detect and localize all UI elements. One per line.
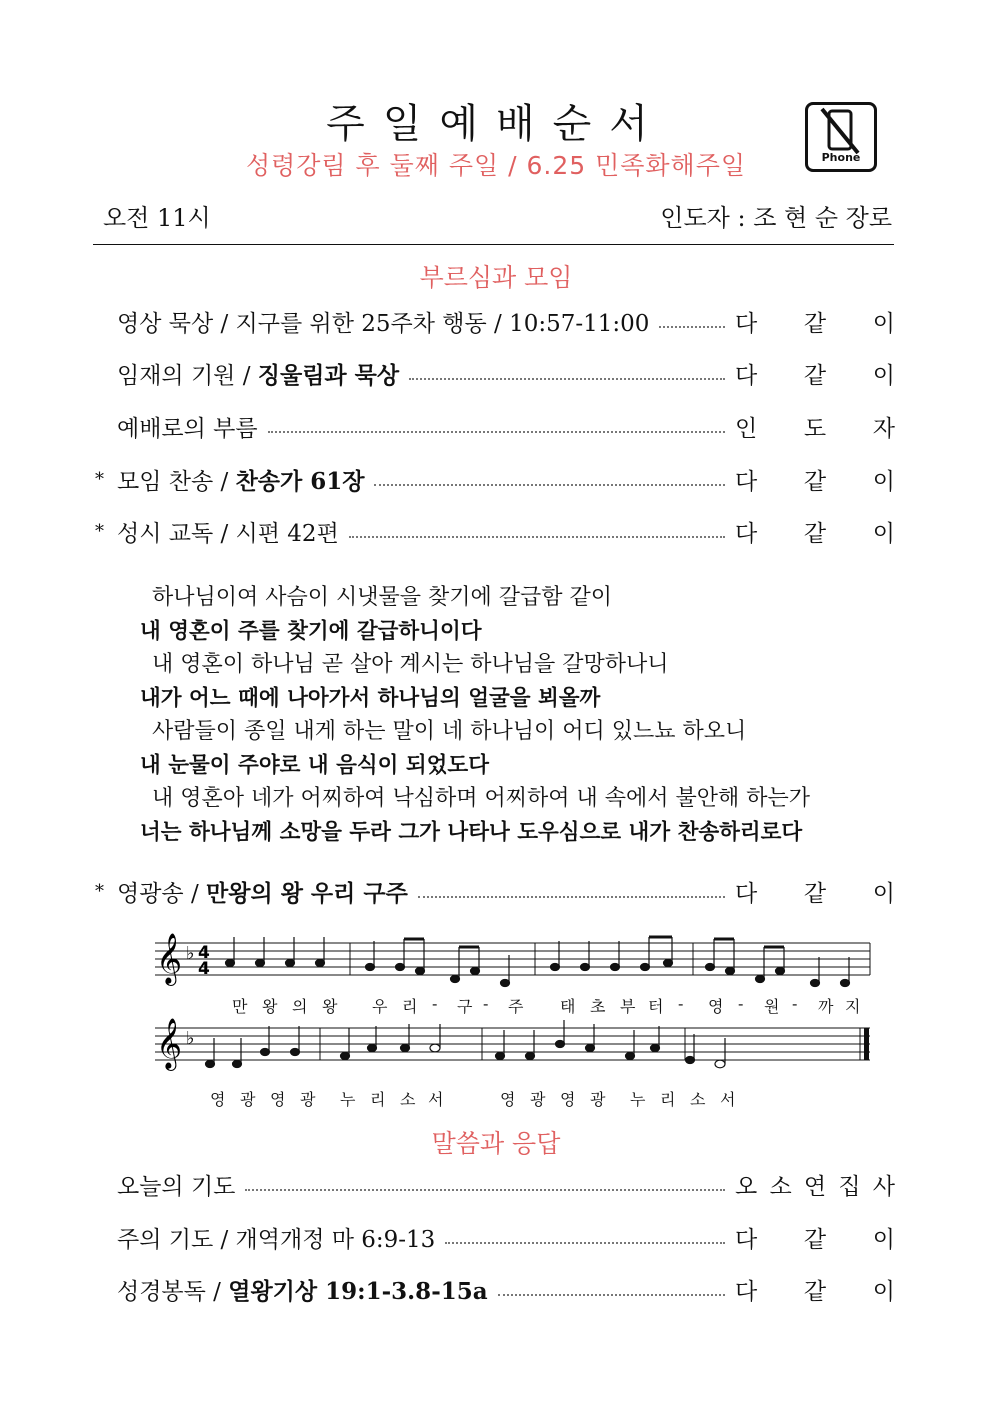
- dot-leader: [498, 1294, 725, 1296]
- lyric-syllable: 왕: [262, 997, 278, 1016]
- lyric-syllable: 소: [690, 1090, 706, 1109]
- order-label: 임재의 기원 /: [117, 362, 258, 389]
- lyric-syllable: 만: [232, 997, 248, 1016]
- order-label: 영상 묵상 / 지구를 위한 25주차 행동 / 10:57-11:00: [117, 310, 650, 337]
- order-row: [95, 409, 895, 443]
- order-participant: 다 같 이: [735, 1226, 895, 1253]
- treble-clef-icon: 𝄞: [156, 933, 183, 984]
- lyric-syllable: 터: [648, 997, 664, 1016]
- standing-mark: *: [95, 520, 104, 542]
- page-title: 주일예배순서: [326, 101, 666, 147]
- lyric-syllable: -: [678, 994, 684, 1013]
- psalm-line-leader: 내 영혼아 네가 어찌하여 낙심하며 어찌하여 내 속에서 불안해 하는가: [152, 786, 810, 811]
- dot-leader: [418, 896, 725, 898]
- lyric-syllable: 초: [590, 997, 606, 1016]
- lyric-syllable: -: [738, 994, 744, 1013]
- lyric-syllable: 영: [500, 1090, 516, 1109]
- lyric-syllable: 지: [845, 997, 861, 1016]
- order-label: 오늘의 기도: [117, 1173, 236, 1200]
- flat-sign-icon: ♭: [186, 943, 195, 964]
- lyric-syllable: -: [792, 994, 798, 1013]
- order-label: 성경봉독 /: [117, 1278, 229, 1305]
- page-subtitle: 성령강림 후 둘째 주일 / 6.25 민족화해주일: [245, 151, 747, 180]
- lyric-syllable: 리: [660, 1090, 676, 1109]
- psalm-line-leader: 내 영혼이 하나님 곧 살아 계시는 하나님을 갈망하나니: [152, 652, 669, 677]
- lyric-syllable: 태: [560, 997, 576, 1016]
- time-signature-top: 4: [198, 943, 210, 963]
- lyric-syllable: 광: [590, 1090, 606, 1109]
- no-phone-icon: [805, 102, 877, 172]
- order-row: [95, 514, 895, 548]
- lyric-syllable: 서: [428, 1090, 444, 1109]
- order-label: 모임 찬송 /: [117, 468, 236, 495]
- lyric-syllable: -: [432, 994, 438, 1013]
- lyric-syllable: 누: [630, 1090, 646, 1109]
- dot-leader: [409, 378, 725, 380]
- lyric-syllable: 의: [292, 997, 308, 1016]
- lyric-syllable: 왕: [322, 997, 338, 1016]
- psalm-line-people: 내 영혼이 주를 찾기에 갈급하니이다: [140, 619, 482, 644]
- order-row: [95, 1272, 895, 1306]
- dot-leader: [659, 326, 725, 328]
- lyrics-line-2: [0, 1087, 992, 1109]
- header-divider: [93, 244, 894, 245]
- standing-mark: *: [95, 880, 104, 902]
- order-row: [95, 356, 895, 390]
- order-participant: 인 도 자: [735, 415, 895, 442]
- dot-leader: [245, 1189, 725, 1191]
- psalm-line-leader: 사람들이 종일 내게 하는 말이 네 하나님이 어디 있느뇨 하오니: [152, 719, 747, 744]
- lyric-syllable: 원: [764, 997, 780, 1016]
- psalm-line-people: 너는 하나님께 소망을 두라 그가 나타나 도우심으로 내가 찬송하리로다: [140, 820, 803, 845]
- flat-sign-icon: ♭: [186, 1028, 195, 1049]
- order-label: 성시 교독 / 시편 42편: [117, 520, 339, 547]
- lyric-syllable: 까: [818, 997, 834, 1016]
- order-participant: 다 같 이: [735, 362, 895, 389]
- dot-leader: [374, 484, 725, 486]
- section-gathering-title: 부르심과 모임: [419, 263, 573, 292]
- order-participant: 다 같 이: [735, 468, 895, 495]
- order-participant: 다 같 이: [735, 1278, 895, 1305]
- lyric-syllable: 영: [270, 1090, 286, 1109]
- lyric-syllable: -: [483, 994, 489, 1013]
- time-signature-bottom: 4: [198, 959, 210, 979]
- lyric-syllable: 서: [720, 1090, 736, 1109]
- lyric-syllable: 리: [402, 997, 418, 1016]
- lyric-syllable: 주: [508, 997, 524, 1016]
- notes-line-1: [226, 937, 850, 987]
- lyric-syllable: 리: [370, 1090, 386, 1109]
- order-row-gloria: [95, 874, 895, 908]
- standing-mark: *: [95, 468, 104, 490]
- order-participant: 다 같 이: [735, 880, 895, 907]
- order-label: 영광송 /: [117, 880, 207, 907]
- lyric-syllable: 영: [708, 997, 724, 1016]
- lyric-syllable: 소: [400, 1090, 416, 1109]
- dot-leader: [445, 1242, 725, 1244]
- lyric-syllable: 영: [210, 1090, 226, 1109]
- lyric-syllable: 광: [530, 1090, 546, 1109]
- order-label-bold: 열왕기상 19:1-3.8-15a: [228, 1277, 488, 1305]
- dot-leader: [349, 536, 725, 538]
- dot-leader: [268, 431, 725, 433]
- order-row: [95, 1167, 895, 1201]
- lyric-syllable: 영: [560, 1090, 576, 1109]
- order-row: [95, 462, 895, 496]
- order-participant: 다 같 이: [735, 520, 895, 547]
- lyric-syllable: 누: [340, 1090, 356, 1109]
- psalm-line-leader: 하나님이여 사슴이 시냇물을 찾기에 갈급함 같이: [152, 585, 613, 610]
- order-participant: 오 소 연 집 사: [735, 1173, 895, 1200]
- psalm-line-people: 내 눈물이 주야로 내 음식이 되었도다: [140, 753, 489, 778]
- order-row: [95, 304, 895, 338]
- order-label: 예배로의 부름: [117, 415, 258, 442]
- order-participant: 다 같 이: [735, 310, 895, 337]
- lyric-syllable: 광: [240, 1090, 256, 1109]
- order-label-bold: 징울림과 묵상: [257, 361, 400, 389]
- service-leader: 인도자 : 조 현 순 장로: [660, 204, 892, 232]
- psalm-line-people: 내가 어느 때에 나아가서 하나님의 얼굴을 뵈올까: [140, 686, 601, 711]
- order-label-bold: 찬송가 61장: [235, 467, 365, 495]
- order-label-bold: 만왕의 왕 우리 구주: [206, 879, 408, 907]
- lyrics-line-1: [0, 994, 992, 1016]
- order-label: 주의 기도 / 개역개정 마 6:9-13: [117, 1226, 436, 1253]
- service-time: 오전 11시: [103, 204, 211, 232]
- section-word-title: 말씀과 응답: [431, 1129, 561, 1158]
- lyric-syllable: 우: [372, 997, 388, 1016]
- lyric-syllable: 부: [620, 997, 636, 1016]
- order-row: [95, 1220, 895, 1254]
- phone-icon-label: Phone: [821, 151, 861, 164]
- lyric-syllable: 광: [300, 1090, 316, 1109]
- lyric-syllable: 구: [457, 997, 473, 1016]
- treble-clef-icon: 𝄞: [156, 1018, 183, 1069]
